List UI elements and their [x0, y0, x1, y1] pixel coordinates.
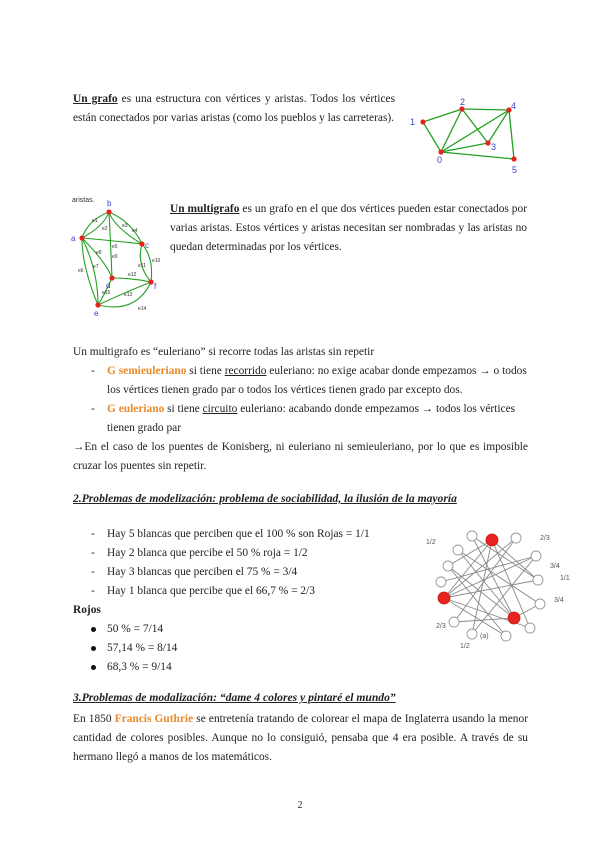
grafo-text: es una estructura con vértices y aristas. Todos los vértices están conectados por varias aristas (como los pueblos y las carreteras). [73, 93, 396, 124]
network-note: 2/3 [540, 535, 550, 542]
multigraph-vertex [106, 209, 111, 214]
network-node [535, 599, 545, 609]
multigrafo-paragraph [170, 200, 527, 257]
network-node [531, 551, 541, 561]
multigraph-edge-label: e2 [102, 226, 108, 232]
network-node [436, 577, 446, 587]
list-item: - Hay 5 blancas que perciben que el 100 % son Rojas = 1/1 [91, 528, 370, 540]
multigraph-edge-label: e8 [96, 250, 102, 256]
graph-label: 3 [491, 142, 497, 152]
network-node [533, 575, 543, 585]
multigraph-edge-label: e3 [122, 223, 128, 229]
multigraph-edge-label: e13 [124, 292, 133, 298]
graph-vertex [485, 140, 490, 145]
multigraph-vertex-label: b [107, 199, 112, 208]
section2-list [73, 525, 393, 677]
multigraph-edge-label: e11 [138, 263, 146, 269]
multigraph-vertex-label: c [145, 241, 149, 250]
multigraph-edge-label: e4 [132, 228, 138, 234]
multigraph-edge-label: e10 [152, 258, 161, 264]
multigraph-edge-label: e14 [138, 306, 147, 312]
network-node-red [508, 612, 520, 624]
multigraph-edge-label: e7 [93, 264, 99, 270]
graph-label: 5 [512, 165, 518, 175]
multigraph-vertex [95, 302, 100, 307]
section3-heading: 3.Problemas de modalización: “dame 4 colores y pintaré el mundo” [73, 691, 396, 704]
multigraph-edge-label: e6 [78, 268, 84, 274]
multigraph-edge-label: e12 [128, 272, 137, 278]
graph-label: 1 [410, 117, 416, 127]
network-node [467, 531, 477, 541]
list-item: - G semieuleriano si tiene recorrido euleriano: no exige acabar donde empezamos → o todos los vértices tienen grado par o todos los vértices tienen grado par excepto dos. [91, 365, 527, 396]
network-node [449, 617, 459, 627]
multigraph-edge-label: e15 [102, 290, 111, 296]
grafo-paragraph [73, 90, 395, 128]
list-item: 57,14 % = 8/14 [73, 639, 393, 658]
multigraph-edge-label: e1 [92, 218, 98, 224]
graph-vertex [459, 106, 464, 111]
grafo-term: Un grafo [73, 93, 118, 105]
network-figure [410, 518, 590, 658]
network-node [501, 631, 511, 641]
network-note: 3/4 [554, 597, 564, 604]
network-node-red [486, 534, 498, 546]
section3-paragraph: En 1850 Francis Guthrie se entretenía tratando de colorear el mapa de Inglaterra usando la menor cantidad de colores posibles. Aunque no lo consiguió, pensaba que 4 era posible. A través de su hermano llegó a manos de los matemáticos. [73, 713, 528, 763]
network-note: (a) [480, 633, 489, 640]
graph-label: 0 [437, 155, 443, 165]
multigraph-vertex [139, 241, 144, 246]
multigraph-vertex [79, 235, 84, 240]
multigraph-vertex-label: e [94, 309, 99, 318]
semieuleriano-term: G semieuleriano [107, 365, 187, 377]
section2-heading: 2.Problemas de modelización: problema de sociabilidad, la ilusión de la mayoría [73, 492, 457, 505]
multigraph-figure [66, 192, 166, 322]
multigraph-vertex-label: d [106, 281, 111, 290]
list-item: - Hay 2 blanca que percibe el 50 % roja = 1/2 [91, 547, 308, 559]
list-item: 50 % = 7/14 [73, 620, 393, 639]
list-item: - Hay 1 blanca que percibe que el 66,7 % = 2/3 [91, 585, 315, 597]
multigraph-edge-label: e9 [112, 254, 118, 260]
list-item: - Hay 3 blancas que perciben el 75 % = 3/4 [91, 566, 298, 578]
konigsberg-note: →En el caso de los puentes de Konisberg, ni euleriano ni semieuleriano, por lo que es imposible cruzar los puentes sin repetir. [73, 441, 528, 472]
network-note: 1/1 [560, 575, 570, 582]
network-note: 2/3 [436, 623, 446, 630]
circuito-link: circuito [202, 403, 238, 415]
multigraph-vertex-label: a [71, 234, 76, 243]
multigraph-caption: aristas. [72, 197, 95, 204]
recorrido-link: recorrido [224, 365, 267, 377]
multigraph-edge-label: e5 [112, 244, 118, 250]
multigraph-vertex [148, 279, 153, 284]
euleriano-term: G euleriano [107, 403, 165, 415]
network-node [511, 533, 521, 543]
list-item: 68,3 % = 9/14 [73, 658, 393, 677]
simple-graph-figure [405, 97, 535, 177]
network-note: 3/4 [550, 563, 560, 570]
rojos-label: Rojos [73, 604, 101, 616]
graph-vertex [438, 149, 443, 154]
graph-vertex [511, 156, 516, 161]
multigrafo-text: es un grafo en el que dos vértices pueden estar conectados por varias aristas. Estos vértices y aristas necesitan ser nombradas y las aristas no quedan determinadas por los vértices. [170, 203, 527, 253]
graph-label: 4 [511, 101, 517, 111]
multigraph-vertex [109, 275, 114, 280]
network-node [467, 629, 477, 639]
multigraph-vertex-label: f [154, 282, 157, 291]
network-node [443, 561, 453, 571]
network-note: 1/2 [426, 539, 436, 546]
network-node [453, 545, 463, 555]
graph-label: 2 [460, 97, 466, 107]
list-item: - G euleriano si tiene circuito euleriano: acabando donde empezamos → todos los vértices tienen grado par [91, 403, 516, 434]
multigrafo-term: Un multigrafo [170, 203, 240, 215]
network-node [525, 623, 535, 633]
graph-vertex [420, 119, 425, 124]
guthrie-name: Francis Guthrie [114, 713, 194, 725]
euleriano-list [73, 362, 528, 476]
page-number: 2 [297, 800, 303, 811]
euleriano-intro: Un multigrafo es “euleriano” si recorre todas las aristas sin repetir [73, 346, 375, 358]
network-node-red [438, 592, 450, 604]
network-note: 1/2 [460, 643, 470, 650]
